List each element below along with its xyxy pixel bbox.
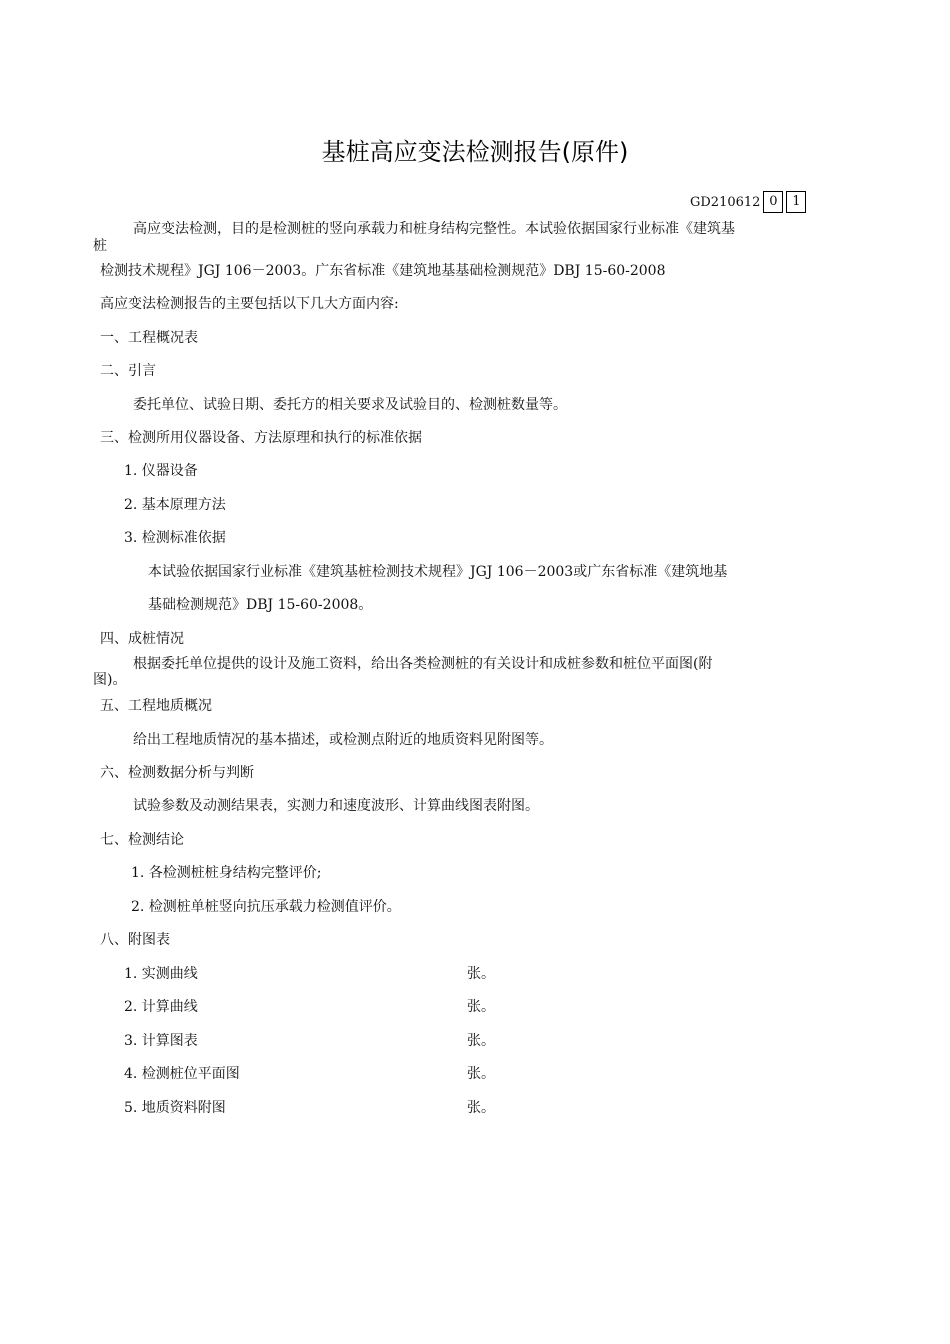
section-4-text-2: 图)。 [93, 672, 127, 688]
intro-line-3: 高应变法检测报告的主要包括以下几大方面内容: [100, 296, 399, 312]
section-2-text: 委托单位、试验日期、委托方的相关要求及试验目的、检测桩数量等。 [133, 397, 567, 413]
section-6-text: 试验参数及动测结果表，实测力和速度波形、计算曲线图表附图。 [133, 798, 539, 814]
code-prefix: GD210612 [690, 194, 761, 210]
attachment-label: 5. 地质资料附图 [124, 1100, 226, 1116]
section-3-text-2: 基础检测规范》DBJ 15-60-2008。 [148, 597, 373, 613]
intro-line-1: 高应变法检测，目的是检测桩的竖向承载力和桩身结构完整性。本试验依据国家行业标准《建筑基 [133, 221, 735, 237]
section-3-item-1: 1. 仪器设备 [124, 463, 198, 479]
section-8-heading: 八、附图表 [100, 932, 170, 948]
attachment-unit: 张。 [467, 1100, 495, 1116]
attachment-unit: 张。 [467, 1033, 495, 1049]
intro-line-1-wrap: 桩 [93, 238, 107, 254]
section-3-text-1: 本试验依据国家行业标准《建筑基桩检测技术规程》JGJ 106－2003或广东省标准《建筑地基 [148, 564, 728, 580]
section-4-text-1: 根据委托单位提供的设计及施工资料，给出各类检测桩的有关设计和成桩参数和桩位平面图(附 [133, 656, 713, 672]
section-3-heading: 三、检测所用仪器设备、方法原理和执行的标准依据 [100, 430, 422, 446]
section-2-heading: 二、引言 [100, 363, 156, 379]
section-7-item-1: 1. 各检测桩桩身结构完整评价; [131, 865, 322, 881]
section-7-heading: 七、检测结论 [100, 832, 184, 848]
document-code [690, 191, 806, 213]
section-6-heading: 六、检测数据分析与判断 [100, 765, 254, 781]
section-3-item-2: 2. 基本原理方法 [124, 497, 226, 513]
attachment-unit: 张。 [467, 966, 495, 982]
section-5-text: 给出工程地质情况的基本描述，或检测点附近的地质资料见附图等。 [133, 732, 553, 748]
section-1-heading: 一、工程概况表 [100, 330, 198, 346]
attachment-label: 2. 计算曲线 [124, 999, 198, 1015]
code-box-2: 1 [786, 191, 806, 213]
code-box-1: 0 [763, 191, 783, 213]
section-7-item-2: 2. 检测桩单桩竖向抗压承载力检测值评价。 [131, 899, 401, 915]
attachment-label: 4. 检测桩位平面图 [124, 1066, 240, 1082]
attachment-label: 1. 实测曲线 [124, 966, 198, 982]
page-title: 基桩高应变法检测报告(原件) [321, 138, 629, 166]
section-3-item-3: 3. 检测标准依据 [124, 530, 226, 546]
section-4-heading: 四、成桩情况 [100, 631, 184, 647]
attachment-unit: 张。 [467, 1066, 495, 1082]
section-5-heading: 五、工程地质概况 [100, 698, 212, 714]
attachment-label: 3. 计算图表 [124, 1033, 198, 1049]
attachment-unit: 张。 [467, 999, 495, 1015]
intro-line-2: 检测技术规程》JGJ 106－2003。广东省标准《建筑地基基础检测规范》DBJ 15-60-2008 [100, 263, 666, 279]
